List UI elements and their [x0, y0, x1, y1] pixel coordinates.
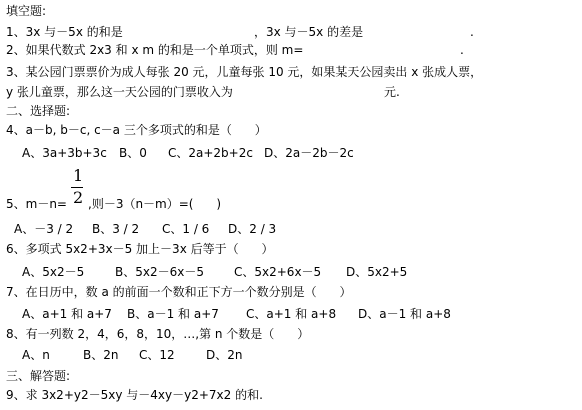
- q3-line1: 3、某公园门票票价为成人每张 20 元，儿童每张 10 元，如果某天公园卖出 x 张成人票，: [6, 65, 483, 79]
- q8-option-c: C、12: [139, 348, 175, 362]
- q2-part-a: 2、如果代数式 2x3 和 x m 的和是一个单项式，则 m=: [6, 43, 304, 57]
- q8-option-b: B、2n: [83, 348, 119, 362]
- q9-stem: 9、求 3x2+y2－5xy 与－4xy－y2+7x2 的和.: [6, 388, 263, 402]
- q4-option-c: C、2a+2b+2c: [168, 146, 253, 160]
- q7-option-b: B、a－1 和 a+7: [127, 307, 219, 321]
- q6-stem: 6、多项式 5x2+3x－5 加上－3x 后等于（ ）: [6, 242, 274, 256]
- q6-option-a: A、5x2－5: [22, 265, 85, 279]
- section2-title: 二、选择题:: [6, 104, 71, 118]
- q1-part-a: 1、3x 与－5x 的和是: [6, 25, 123, 39]
- section1-title: 填空题:: [6, 4, 47, 18]
- q3-line2b: 元.: [384, 85, 400, 99]
- q6-option-c: C、5x2+6x－5: [234, 265, 322, 279]
- q4-option-a: A、3a+3b+3c: [22, 146, 107, 160]
- q7-option-d: D、a－1 和 a+8: [358, 307, 451, 321]
- q5-option-b: B、3 / 2: [92, 222, 140, 236]
- q7-option-a: A、a+1 和 a+7: [22, 307, 112, 321]
- q5-option-c: C、1 / 6: [162, 222, 210, 236]
- q1-part-b: ，3x 与－5x 的差是: [254, 25, 364, 39]
- q8-option-a: A、n: [22, 348, 50, 362]
- q5-fraction-denominator: 2: [73, 188, 84, 207]
- q5-stem-a: 5、m－n=: [6, 197, 67, 211]
- q8-option-d: D、2n: [206, 348, 243, 362]
- q5-option-a: A、－3 / 2: [14, 222, 74, 236]
- q6-option-d: D、5x2+5: [346, 265, 408, 279]
- q2-part-b: .: [460, 43, 464, 57]
- q8-stem: 8、有一列数 2，4，6，8，10，…,第 n 个数是（ ）: [6, 327, 310, 341]
- section3-title: 三、解答题:: [6, 369, 71, 383]
- q5-option-d: D、2 / 3: [228, 222, 277, 236]
- q6-option-b: B、5x2－6x－5: [115, 265, 204, 279]
- q7-stem: 7、在日历中，数 a 的前面一个数和正下方一个数分别是（ ）: [6, 285, 352, 299]
- q4-option-b: B、0: [119, 146, 147, 160]
- q3-line2a: y 张儿童票，那么这一天公园的门票收入为: [6, 85, 233, 99]
- q1-part-c: .: [470, 25, 474, 39]
- q4-option-d: D、2a－2b－2c: [264, 146, 354, 160]
- q7-option-c: C、a+1 和 a+8: [246, 307, 337, 321]
- q5-fraction: [70, 168, 86, 208]
- q4-stem: 4、a－b, b－c, c－a 三个多项式的和是（ ）: [6, 123, 267, 137]
- q5-fraction-numerator: 1: [73, 166, 84, 185]
- q5-stem-b: ,则－3（n－m）=( ): [88, 197, 222, 211]
